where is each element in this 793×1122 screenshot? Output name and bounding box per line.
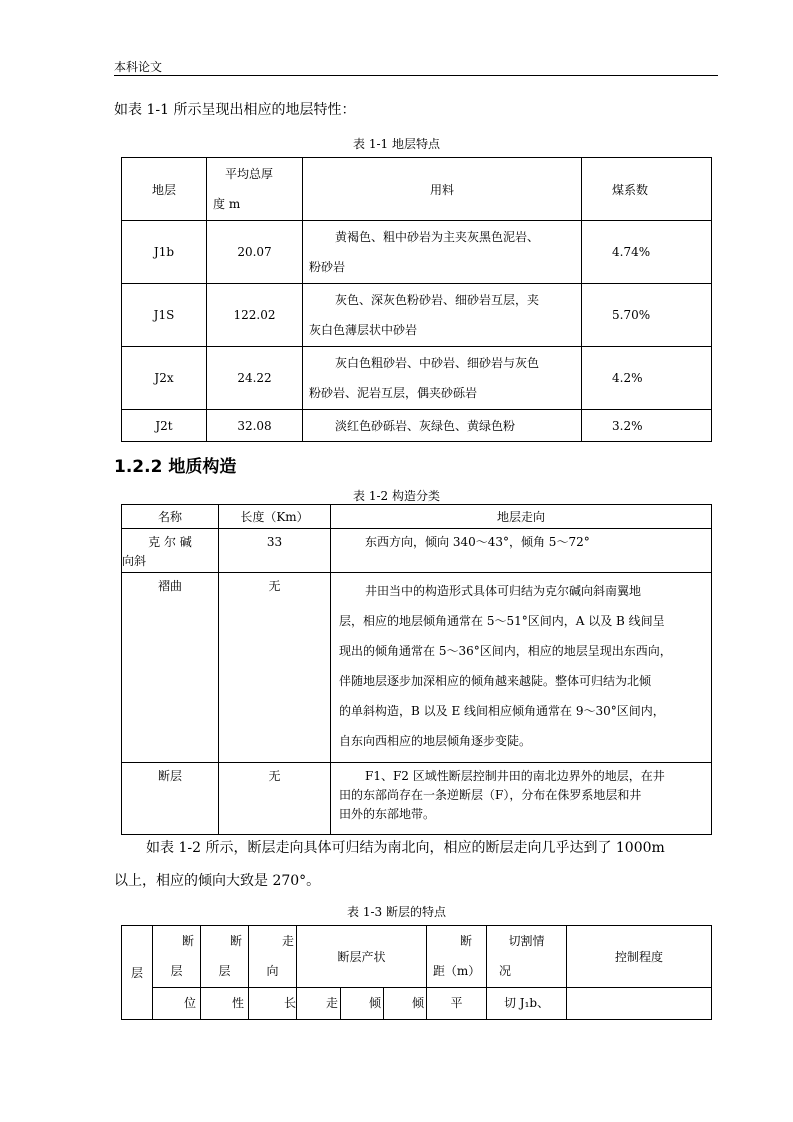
header-cell: 平均总厚 度 m — [207, 158, 303, 221]
table-row — [122, 573, 712, 763]
header-cell: 倾 — [384, 988, 427, 1020]
table-cell: 克 尔 碱 向斜 — [122, 529, 219, 573]
header-cell: 平 — [427, 988, 487, 1020]
header-cell: 名称 — [122, 505, 219, 529]
header-cell: 走 — [297, 988, 341, 1020]
table-cell: 32.08 — [207, 410, 303, 442]
header-cell: 断 层 — [201, 926, 249, 988]
table-cell: 4.2% — [582, 347, 712, 410]
table3-caption: 表 1-3 断层的特点 — [347, 905, 446, 919]
table-cell: J2x — [122, 347, 207, 410]
table1-caption: 表 1-1 地层特点 — [353, 137, 440, 151]
table2-caption: 表 1-2 构造分类 — [353, 489, 440, 503]
table-row — [122, 529, 712, 573]
table-cell: 无 — [219, 763, 331, 835]
body-paragraph-line: 如表 1-2 所示，断层走向具体可归结为南北向，相应的断层走向几乎达到了 1000m — [146, 840, 665, 856]
header-cell: 断 距（m） — [427, 926, 487, 988]
table-cell: 24.22 — [207, 347, 303, 410]
header-cell: 位 — [153, 988, 201, 1020]
body-paragraph-line: 以上，相应的倾向大致是 270°。 — [114, 873, 321, 889]
table-cell: 3.2% — [582, 410, 712, 442]
table-cell: 无 — [219, 573, 331, 763]
table-cell: J1b — [122, 221, 207, 284]
header-cell: 用料 — [303, 158, 582, 221]
table-cell: 灰色、深灰色粉砂岩、细砂岩互层，夹 灰白色薄层状中砂岩 — [303, 284, 582, 347]
table-row — [122, 158, 712, 221]
header-cell: 切割情 况 — [487, 926, 567, 988]
header-rule — [114, 75, 718, 76]
header-cell: 切 J₁b、 — [487, 988, 567, 1020]
header-cell: 长度（Km） — [219, 505, 331, 529]
fault-table — [121, 925, 712, 1020]
section-heading: 1.2.2 地质构造 — [114, 457, 237, 477]
table-cell: J2t — [122, 410, 207, 442]
header-cell: 性 — [201, 988, 249, 1020]
header-cell: 走 向 — [249, 926, 297, 988]
table-row — [122, 221, 712, 284]
table-row — [122, 505, 712, 529]
header-cell — [567, 988, 712, 1020]
table-cell: 20.07 — [207, 221, 303, 284]
header-cell: 地层 — [122, 158, 207, 221]
table-cell: 井田当中的构造形式具体可归结为克尔碱向斜南翼地 层，相应的地层倾角通常在 5～51°区间内，A 以及 B 线间呈 现出的倾角通常在 5～36°区间内，相应的地层呈现出东西向， 伴随地层逐步加深相应的倾角越来越陡。整体可归结为北倾 的单斜构造，B 以及 E 线间相应倾角通常在 9～30°区间内， 自东向西相应的地层倾角逐步变陡。 — [331, 573, 712, 763]
header-cell: 煤系数 — [582, 158, 712, 221]
table-row — [122, 926, 712, 988]
header-cell: 断 层 — [153, 926, 201, 988]
header-cell: 地层走向 — [331, 505, 712, 529]
table-row — [122, 347, 712, 410]
header-cell: 长 — [249, 988, 297, 1020]
table-cell: J1S — [122, 284, 207, 347]
table-cell: 褶曲 — [122, 573, 219, 763]
structure-table — [121, 504, 712, 835]
table-cell: 东西方向，倾向 340～43°，倾角 5～72° — [331, 529, 712, 573]
table-row — [122, 763, 712, 835]
table-cell: 黄褐色、粗中砂岩为主夹灰黑色泥岩、 粉砂岩 — [303, 221, 582, 284]
table-row — [122, 988, 712, 1020]
header-cell: 断层产状 — [297, 926, 427, 988]
table-cell: 4.74% — [582, 221, 712, 284]
header-cell: 控制程度 — [567, 926, 712, 988]
table-cell: 33 — [219, 529, 331, 573]
table-row — [122, 284, 712, 347]
table-cell: 122.02 — [207, 284, 303, 347]
header-cell: 层 — [122, 926, 153, 1020]
header-cell: 倾 — [341, 988, 384, 1020]
running-header: 本科论文 — [114, 60, 163, 74]
table-cell: F1、F2 区域性断层控制井田的南北边界外的地层，在井 田的东部尚存在一条逆断层（F），分布在侏罗系地层和井 田外的东部地带。 — [331, 763, 712, 835]
table-cell: 5.70% — [582, 284, 712, 347]
table-cell: 淡红色砂砾岩、灰绿色、黄绿色粉 — [303, 410, 582, 442]
table-row — [122, 410, 712, 442]
strata-table — [121, 157, 712, 442]
table-cell: 断层 — [122, 763, 219, 835]
intro-paragraph: 如表 1-1 所示呈现出相应的地层特性： — [114, 102, 356, 118]
table-cell: 灰白色粗砂岩、中砂岩、细砂岩与灰色 粉砂岩、泥岩互层，偶夹砂砾岩 — [303, 347, 582, 410]
